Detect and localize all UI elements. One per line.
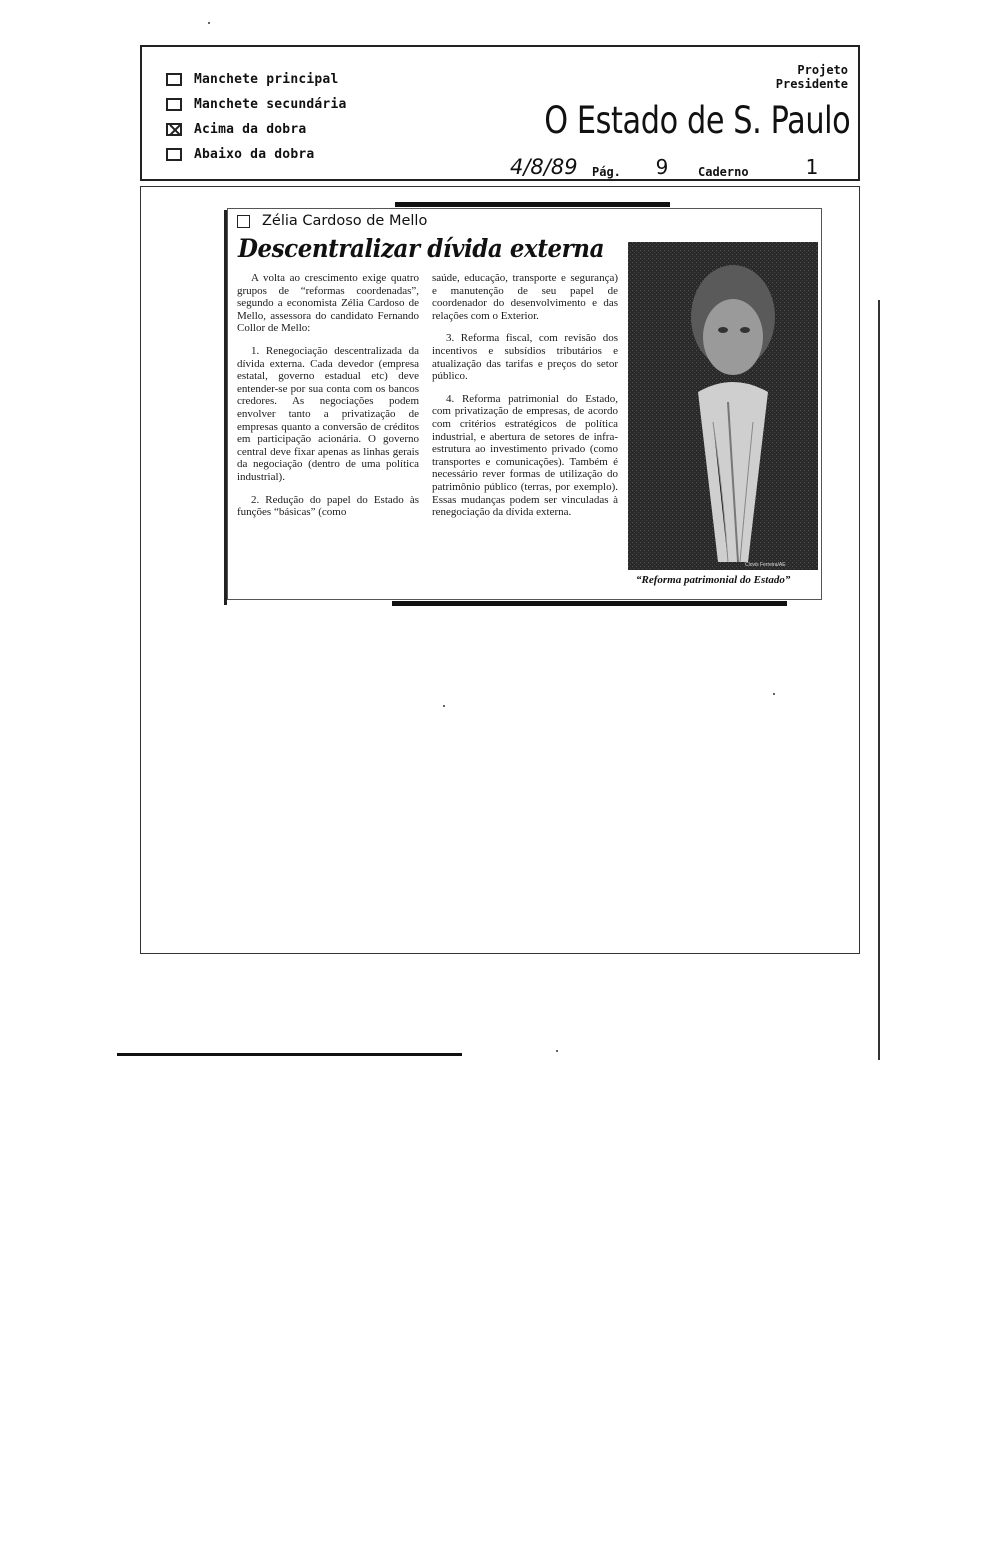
scan-speck	[208, 22, 210, 24]
publication-meta	[502, 155, 852, 181]
checkbox-box[interactable]	[166, 98, 182, 111]
checkbox-label: Manchete principal	[194, 71, 339, 87]
article-headline: Descentralizar dívida externa	[238, 234, 605, 263]
clipping-left-bar	[224, 210, 227, 605]
photo-credit: Clovis Ferreira/AE	[745, 562, 786, 568]
paragraph: 4. Reforma patrimonial do Estado, com privatização de empresas, de acordo com critérios estratégicos de política industrial, e abertura de setores de infra-estrutura ao investimento privado (como transportes e comunicações). Também é necessário rever formas de utilização do patrimônio público (terras, por exemplo). Essas mudanças podem ser vinculadas à renegociação da dívida externa.	[432, 392, 618, 519]
bottom-rule	[117, 1053, 462, 1056]
checkbox-label: Manchete secundária	[194, 96, 347, 112]
article-column-1	[237, 272, 419, 529]
paragraph: 3. Reforma fiscal, com revisão dos incentivos e subsídios tributários e atualização das tarifas e preços do setor público.	[432, 332, 618, 383]
paragraph: 2. Redução do papel do Estado às funções “básicas” (como	[237, 493, 419, 519]
paragraph: 1. Renegociação descentralizada da dívida externa. Cada devedor (empresa estatal, governo estadual etc) deve entender-se por sua conta com os bancos credores. As negociações podem envolver tanto a privatização de empresas quanto a conversão de créditos em participação acionária. O governo central deve fixar apenas as linhas gerais da negociação (dentro de uma política industrial).	[237, 344, 419, 483]
scan-speck	[443, 705, 445, 707]
article-author: Zélia Cardoso de Mello	[262, 213, 428, 229]
project-line-1: Projeto	[797, 63, 848, 77]
clipping-bottom-bar	[392, 601, 787, 606]
checkbox-box-checked[interactable]	[166, 123, 182, 136]
page-number: 9	[642, 155, 682, 180]
newspaper-masthead: O Estado de S. Paulo	[543, 99, 850, 142]
project-label	[776, 63, 848, 91]
checkbox-label: Abaixo da dobra	[194, 146, 315, 162]
clipping-header	[140, 45, 860, 181]
checkbox-manchete-principal[interactable]	[166, 69, 338, 89]
checkbox-acima-da-dobra[interactable]	[166, 119, 306, 139]
paragraph: A volta ao crescimento exige quatro grupos de “reformas coordenadas”, segundo a economista Zélia Cardoso de Mello, assessora do candidato Fernando Collor de Mello:	[237, 272, 419, 335]
checkbox-abaixo-da-dobra[interactable]	[166, 144, 314, 164]
article-photo	[628, 242, 818, 570]
right-edge-rule	[878, 300, 880, 1060]
portrait-image	[628, 242, 818, 570]
checkbox-box[interactable]	[166, 148, 182, 161]
scan-speck	[556, 1050, 558, 1052]
article-column-2	[432, 272, 618, 529]
checkbox-manchete-secundaria[interactable]	[166, 94, 347, 114]
publication-date: 4/8/89	[510, 155, 578, 179]
checkbox-label: Acima da dobra	[194, 121, 307, 137]
section-number: 1	[772, 155, 852, 180]
author-bullet-icon	[237, 215, 250, 228]
project-line-2: Presidente	[775, 77, 848, 91]
checkbox-box[interactable]	[166, 73, 182, 86]
photo-caption: “Reforma patrimonial do Estado”	[636, 574, 791, 586]
section-label: Caderno	[698, 165, 749, 179]
paragraph: saúde, educação, transporte e segurança) e manutenção de seu papel de coordenador do desenvolvimento e das relações com o Exterior.	[432, 272, 618, 322]
page-label: Pág.	[592, 165, 621, 179]
scan-speck	[773, 693, 775, 695]
clipping-top-bar	[395, 202, 670, 207]
